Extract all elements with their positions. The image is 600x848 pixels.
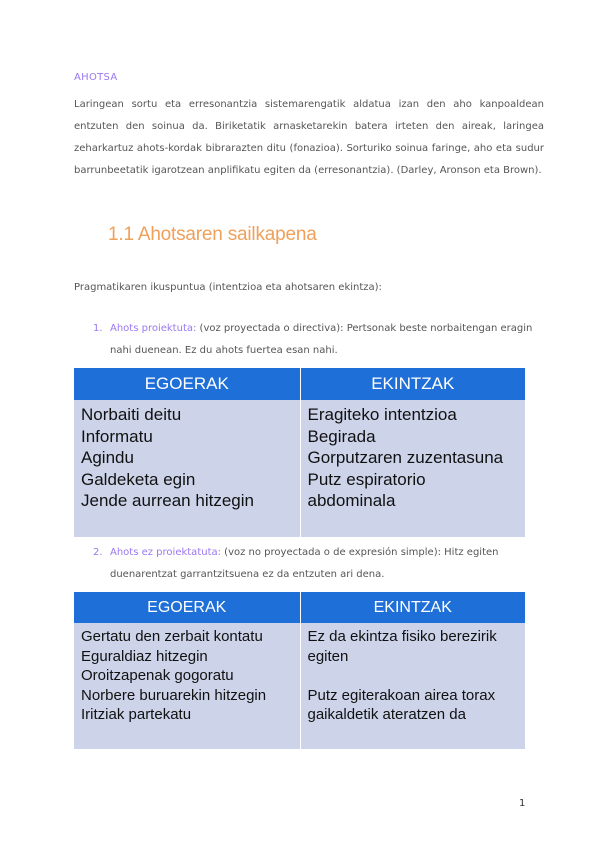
pragmatics-paragraph: Pragmatikaren ikuspuntua (intentzioa eta ahotsaren ekintza): bbox=[74, 282, 382, 293]
list-item-term: Ahots ez proiektatuta: bbox=[110, 547, 221, 558]
section-heading: 1.1 Ahotsaren sailkapena bbox=[108, 224, 317, 245]
intro-paragraph: Laringean sortu eta erresonantzia sistemarengatik aldatua izan den aho kanpoaldean entzuten den soinua da. Biriketatik arnasketarekin batera irteten den aireak, laringea zeharkartuz ahots-kordak bibrarazten ditu (fonazioa). Sorturiko soinua faringe, aho eta sudur barrunbeetatik igarotzean anplifikatu egiten da (erresonantzia). (Darley, Aronson eta Brown). bbox=[74, 99, 544, 176]
list-item-number: 1. bbox=[93, 323, 103, 334]
table-header-ekintzak: EKINTZAK bbox=[300, 592, 525, 623]
list-item-description: (voz proyectada o directiva): Pertsonak beste norbaitengan eragin nahi duenean. Ez du ahots fuertea esan nahi. bbox=[110, 323, 533, 356]
table-cell-ekintzak bbox=[300, 623, 525, 749]
table-header-ekintzak: EKINTZAK bbox=[300, 368, 525, 400]
table-row bbox=[74, 623, 525, 749]
list-item-text bbox=[110, 542, 543, 586]
section-label: AHOTSA bbox=[74, 72, 118, 83]
cell-line: Oroitzapenak gogoratu bbox=[81, 667, 234, 684]
page-number: 1 bbox=[519, 798, 526, 809]
table-1 bbox=[74, 368, 525, 537]
cell-line: gaikaldetik ateratzen da bbox=[307, 706, 466, 723]
cell-line: Eguraldiaz hitzegin bbox=[81, 647, 208, 665]
cell-line: Ez da ekintza fisiko berezirik bbox=[307, 628, 497, 645]
cell-line: Gertatu den zerbait kontatu bbox=[81, 628, 263, 645]
cell-line: Galdeketa egin bbox=[81, 469, 196, 489]
list-item-description: (voz no proyectada o de expresión simple): Hitz egiten duenarentzat garrantzitsuena ez da entzuten ari dena. bbox=[110, 547, 499, 580]
table-header-row bbox=[74, 592, 525, 623]
cell-line: abdominala bbox=[307, 491, 396, 510]
cell-line: Eragiteko intentzioa bbox=[307, 405, 457, 424]
cell-line: Jende aurrean hitzegin bbox=[81, 491, 254, 510]
cell-line: Agindu bbox=[81, 448, 134, 467]
list-item-text bbox=[110, 318, 543, 362]
table-header-egoerak: EGOERAK bbox=[74, 368, 300, 400]
table-row bbox=[74, 400, 525, 537]
list-item-number: 2. bbox=[93, 547, 103, 558]
cell-line: Begirada bbox=[307, 426, 376, 446]
cell-line: Norbaiti deitu bbox=[81, 405, 182, 424]
cell-line: Putz espiratorio bbox=[307, 469, 426, 489]
list-item bbox=[93, 318, 543, 362]
list-item bbox=[93, 542, 543, 586]
table-cell-egoerak bbox=[74, 400, 300, 537]
cell-line: Gorputzaren zuzentasuna bbox=[307, 448, 504, 467]
cell-line: Iritziak partekatu bbox=[81, 706, 192, 723]
cell-spacer bbox=[308, 666, 519, 686]
cell-line: egiten bbox=[307, 647, 349, 665]
table-header-row bbox=[74, 368, 525, 400]
cell-line: Putz egiterakoan airea torax bbox=[307, 686, 496, 704]
table-cell-egoerak bbox=[74, 623, 300, 749]
cell-line: Norbere buruarekin hitzegin bbox=[81, 686, 267, 704]
table-cell-ekintzak bbox=[300, 400, 525, 537]
table-header-egoerak: EGOERAK bbox=[74, 592, 300, 623]
list-item-term: Ahots proiektuta: bbox=[110, 323, 197, 334]
table-2 bbox=[74, 592, 525, 749]
cell-line: Informatu bbox=[81, 426, 153, 446]
